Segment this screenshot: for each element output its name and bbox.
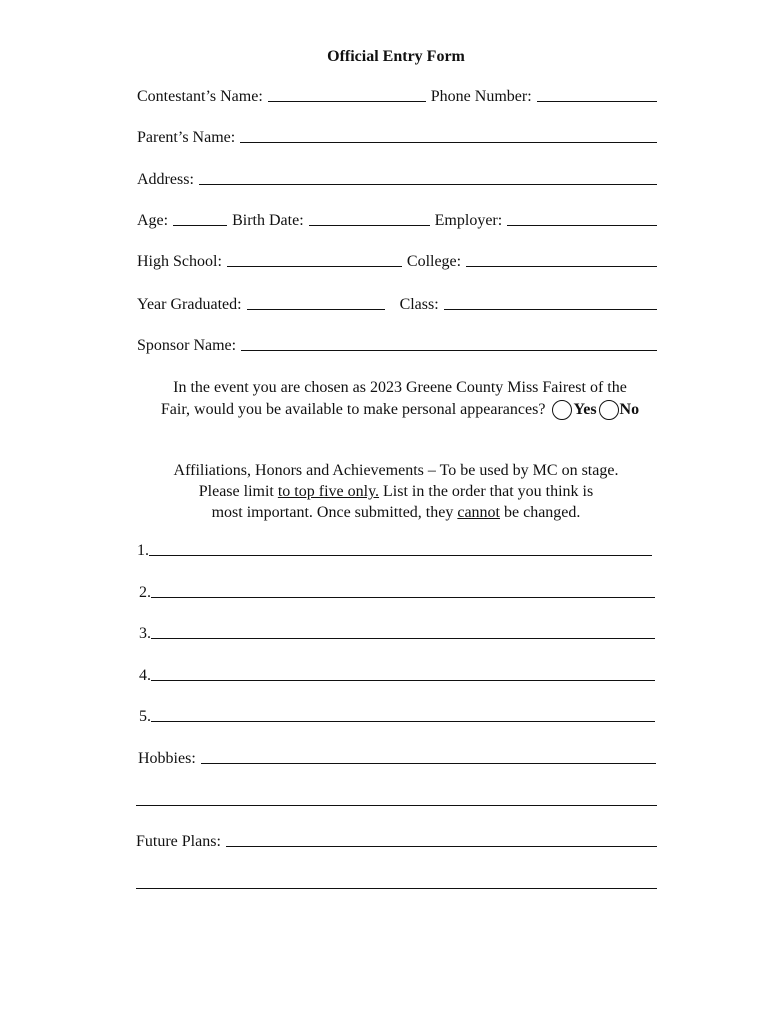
row-address (137, 169, 657, 191)
row-contestant-phone (137, 86, 657, 108)
no-option-label: No (619, 401, 640, 418)
class-label: Class: (399, 296, 439, 313)
age-field[interactable] (173, 211, 227, 226)
row-hobbies-continued (136, 790, 657, 805)
birth-date-label: Birth Date: (232, 212, 304, 229)
row-future-plans-continued (136, 873, 657, 888)
year-graduated-field[interactable] (247, 295, 385, 310)
affiliation-field-4[interactable] (151, 666, 655, 681)
hobbies-label: Hobbies: (138, 750, 196, 767)
question-line-1: In the event you are chosen as 2023 Greene County Miss Fairest of the (173, 379, 627, 396)
affiliation-entry-2 (139, 582, 655, 604)
future-plans-field-continued[interactable] (136, 874, 657, 889)
birth-date-field[interactable] (309, 211, 430, 226)
row-future-plans (136, 831, 657, 853)
parent-name-field[interactable] (240, 128, 657, 143)
phone-number-field[interactable] (537, 87, 657, 102)
entry-number: 5. (139, 708, 151, 725)
affiliations-line-2 (0, 481, 770, 502)
yes-option-label: Yes (573, 401, 597, 418)
row-parent (137, 127, 657, 149)
affiliation-field-3[interactable] (151, 624, 655, 639)
college-label: College: (406, 253, 462, 270)
affiliations-line-3-suffix: be changed. (500, 504, 581, 521)
form-title: Official Entry Form (327, 48, 465, 65)
entry-number: 1. (137, 542, 149, 559)
affiliations-line-3 (0, 502, 770, 523)
affiliation-entry-5 (139, 706, 655, 728)
high-school-label: High School: (137, 253, 222, 270)
no-radio[interactable] (599, 400, 619, 420)
contestant-name-label: Contestant’s Name: (137, 88, 263, 105)
hobbies-field[interactable] (201, 749, 656, 764)
sponsor-name-field[interactable] (241, 336, 657, 351)
entry-number: 3. (139, 625, 151, 642)
sponsor-name-label: Sponsor Name: (137, 337, 237, 354)
entry-number: 2. (139, 584, 151, 601)
row-hobbies (138, 748, 656, 770)
college-field[interactable] (466, 252, 657, 267)
employer-field[interactable] (507, 211, 657, 226)
affiliations-line-1: Affiliations, Honors and Achievements – To be used by MC on stage. (173, 462, 619, 479)
row-age-birth-employer (137, 210, 657, 232)
row-sponsor (137, 335, 657, 357)
hobbies-field-continued[interactable] (136, 791, 657, 806)
affiliation-field-2[interactable] (151, 583, 655, 598)
address-field[interactable] (199, 170, 657, 185)
affiliations-limit-underlined: to top five only. (277, 483, 380, 500)
year-graduated-label: Year Graduated: (137, 296, 242, 313)
future-plans-label: Future Plans: (136, 833, 221, 850)
affiliations-cannot-underlined: cannot (457, 504, 500, 521)
affiliations-line-2-prefix: Please limit (198, 483, 278, 500)
class-field[interactable] (444, 295, 657, 310)
question-line-2-row (120, 399, 680, 421)
row-school-college (137, 251, 657, 273)
future-plans-field[interactable] (226, 832, 657, 847)
age-label: Age: (137, 212, 169, 229)
high-school-field[interactable] (227, 252, 402, 267)
affiliations-line-2-suffix: List in the order that you think is (379, 483, 594, 500)
affiliation-field-1[interactable] (149, 541, 652, 556)
affiliations-line-3-prefix: most important. Once submitted, they (211, 504, 458, 521)
affiliation-field-5[interactable] (151, 707, 655, 722)
affiliation-entry-1 (137, 540, 652, 562)
contestant-name-field[interactable] (268, 87, 426, 102)
phone-number-label: Phone Number: (430, 88, 532, 105)
address-label: Address: (137, 171, 194, 188)
row-year-class (137, 294, 657, 316)
yes-radio[interactable] (552, 400, 572, 420)
availability-question (120, 377, 680, 421)
employer-label: Employer: (434, 212, 503, 229)
parent-name-label: Parent’s Name: (137, 129, 236, 146)
affiliation-entry-3 (139, 623, 655, 645)
affiliation-entry-4 (139, 665, 655, 687)
affiliations-instructions (0, 460, 770, 523)
question-line-2: Fair, would you be available to make personal appearances? (160, 401, 546, 418)
entry-number: 4. (139, 667, 151, 684)
